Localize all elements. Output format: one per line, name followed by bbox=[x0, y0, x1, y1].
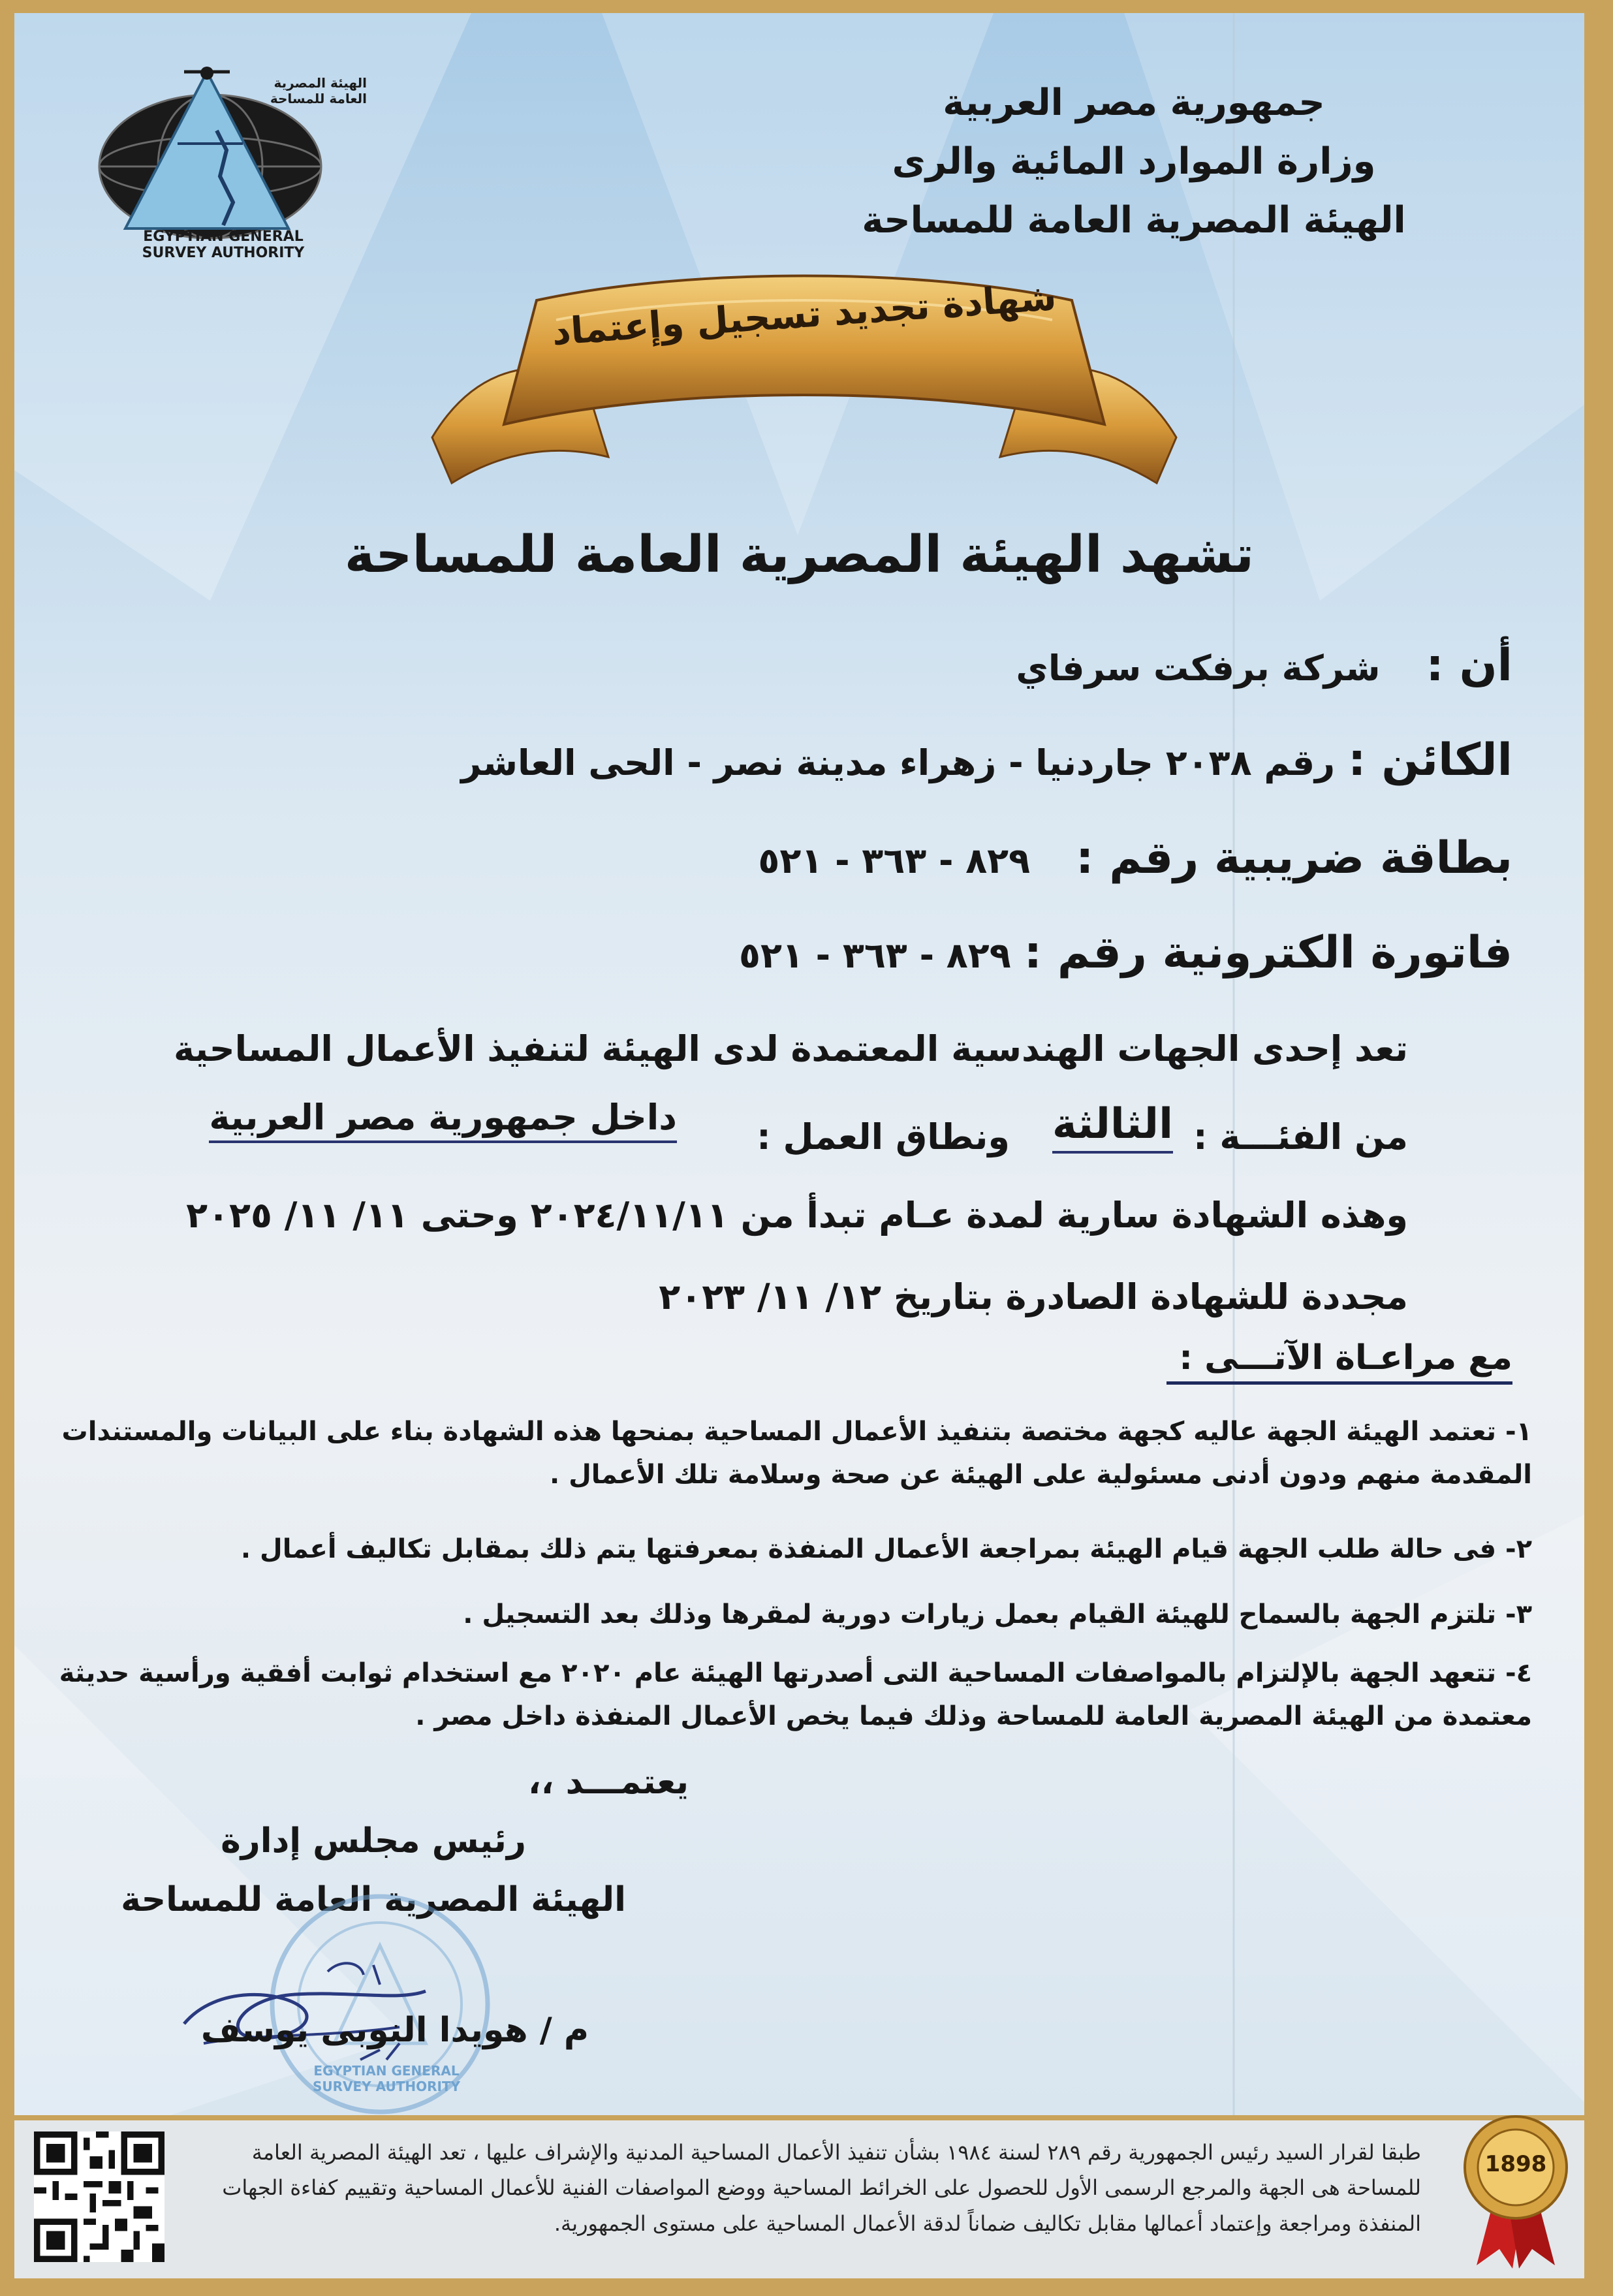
header-authority: الهيئة المصرية العامة للمساحة bbox=[862, 199, 1406, 242]
scope-label: ونطاق العمل : bbox=[757, 1116, 1010, 1157]
signatory-title1: رئيس مجلس إدارة bbox=[221, 1821, 526, 1861]
notes-title: مع مراعـاة الآتـــى : bbox=[1167, 1338, 1512, 1385]
note-number: ٤- bbox=[1505, 1658, 1532, 1688]
company-label: أن bbox=[1459, 640, 1512, 691]
certificate-sheet bbox=[14, 13, 1584, 2278]
category-label: من الفئـــة : bbox=[1193, 1116, 1408, 1157]
company-value: شركة برفكت سرفاي bbox=[1016, 648, 1381, 689]
invoice-label: فاتورة الكترونية رقم bbox=[1057, 927, 1512, 979]
note-item-1 bbox=[37, 1410, 1532, 1496]
company-line: أن:شركة برفكت سرفاي bbox=[1016, 640, 1512, 691]
anniversary-seal-icon bbox=[1460, 2112, 1571, 2269]
seal-year: 1898 bbox=[1484, 2151, 1547, 2177]
address-line: الكائن:رقم ٢٠٣٨ جاردنيا - زهراء مدينة نصر - الحى العاشر bbox=[461, 734, 1512, 786]
note-text: تتعهد الجهة بالإلتزام بالمواصفات المساحية التى أصدرتها الهيئة عام ٢٠٢٠ مع استخدام ثوابت أفقية ورأسية حديثة معتمدة من الهيئة المصرية العامة للمساحة وذلك فيما يخص الأعمال المنفذة داخل مصر . bbox=[59, 1658, 1532, 1731]
note-number: ٣- bbox=[1505, 1599, 1532, 1629]
header-country: جمهورية مصر العربية bbox=[943, 82, 1325, 124]
category-value: الثالثة bbox=[1052, 1100, 1173, 1154]
signatory-title2: الهيئة المصرية العامة للمساحة bbox=[121, 1880, 626, 1919]
scope-value: داخل جمهورية مصر العربية bbox=[209, 1097, 677, 1143]
note-number: ٢- bbox=[1505, 1534, 1532, 1564]
note-number: ١- bbox=[1505, 1417, 1532, 1447]
qr-code-icon bbox=[34, 2131, 164, 2262]
main-title: تشهد الهيئة المصرية العامة للمساحة bbox=[344, 526, 1255, 584]
note-text: فى حالة طلب الجهة قيام الهيئة بمراجعة الأعمال المنفذة بمعرفتها يتم ذلك بمقابل تكاليف أعمال . bbox=[240, 1534, 1497, 1564]
signatory-name: م / هويدا النوبى يوسف bbox=[200, 2011, 589, 2050]
note-item-2 bbox=[37, 1528, 1532, 1571]
note-item-4 bbox=[37, 1652, 1532, 1738]
note-item-3 bbox=[37, 1593, 1532, 1636]
tax-value: ٨٢٩ - ٣٦٣ - ٥٢١ bbox=[758, 840, 1031, 881]
approval-label: يعتمـــد ،، bbox=[528, 1763, 689, 1802]
invoice-value: ٨٢٩ - ٣٦٣ - ٥٢١ bbox=[738, 935, 1011, 976]
note-text: تعتمد الهيئة الجهة عاليه كجهة مختصة بتنفيذ الأعمال المساحية بمنحها هذه الشهادة بناء على البيانات والمستندات المقدمة منهم ودون أدنى مسئولية على الهيئة عن صحة وسلامة تلك الأعمال . bbox=[61, 1417, 1532, 1490]
footer-legal-text: طبقا لقرار السيد رئيس الجمهورية رقم ٢٨٩ لسنة ١٩٨٤ بشأن تنفيذ الأعمال المساحية المدنية والإشراف عليها ، تعد الهيئة المصرية العامة للمساحة هى الجهة والمرجع الرسمى الأول للحصول على الخرائط المساحية ووضع المواصفات الفنية للأعمال المساحية وتقييم كفاءة الجهات المنفذة ومراجعة وإعتماد أعمالها مقابل تكاليف ضماناً لدقة الأعمال المساحية على مستوى الجمهورية. bbox=[222, 2140, 1421, 2236]
logo-caption-ar: الهيئة المصرية العامة للمساحة bbox=[270, 75, 367, 106]
address-value: رقم ٢٠٣٨ جاردنيا - زهراء مدينة نصر - الحى العاشر bbox=[461, 742, 1336, 783]
invoice-line: فاتورة الكترونية رقم:٨٢٩ - ٣٦٣ - ٥٢١ bbox=[738, 927, 1512, 979]
note-text: تلتزم الجهة بالسماح للهيئة القيام بعمل زيارات دورية لمقرها وذلك بعد التسجيل . bbox=[463, 1599, 1497, 1629]
banner-text: شهادة تجديد تسجيل وإعتماد bbox=[550, 276, 1058, 354]
stamp-text: EGYPTIAN GENERAL SURVEY AUTHORITY bbox=[312, 2063, 461, 2094]
body-line1: تعد إحدى الجهات الهندسية المعتمدة لدى الهيئة لتنفيذ الأعمال المساحية bbox=[173, 1028, 1408, 1069]
tax-label: بطاقة ضريبية رقم bbox=[1109, 832, 1512, 884]
logo-caption-en: EGYPTIAN GENERAL SURVEY AUTHORITY bbox=[142, 228, 305, 261]
validity-line: وهذه الشهادة سارية لمدة عـام تبدأ من ٢٠٢٤/١١/١١ وحتى ١١/ ١١/ ٢٠٢٥ bbox=[186, 1195, 1408, 1236]
address-label: الكائن bbox=[1381, 734, 1512, 786]
renewal-line: مجددة للشهادة الصادرة بتاريخ ١٢/ ١١/ ٢٠٢٣ bbox=[659, 1276, 1408, 1317]
tax-line: بطاقة ضريبية رقم:٨٢٩ - ٣٦٣ - ٥٢١ bbox=[758, 832, 1512, 884]
header-ministry: وزارة الموارد المائية والرى bbox=[892, 140, 1376, 183]
